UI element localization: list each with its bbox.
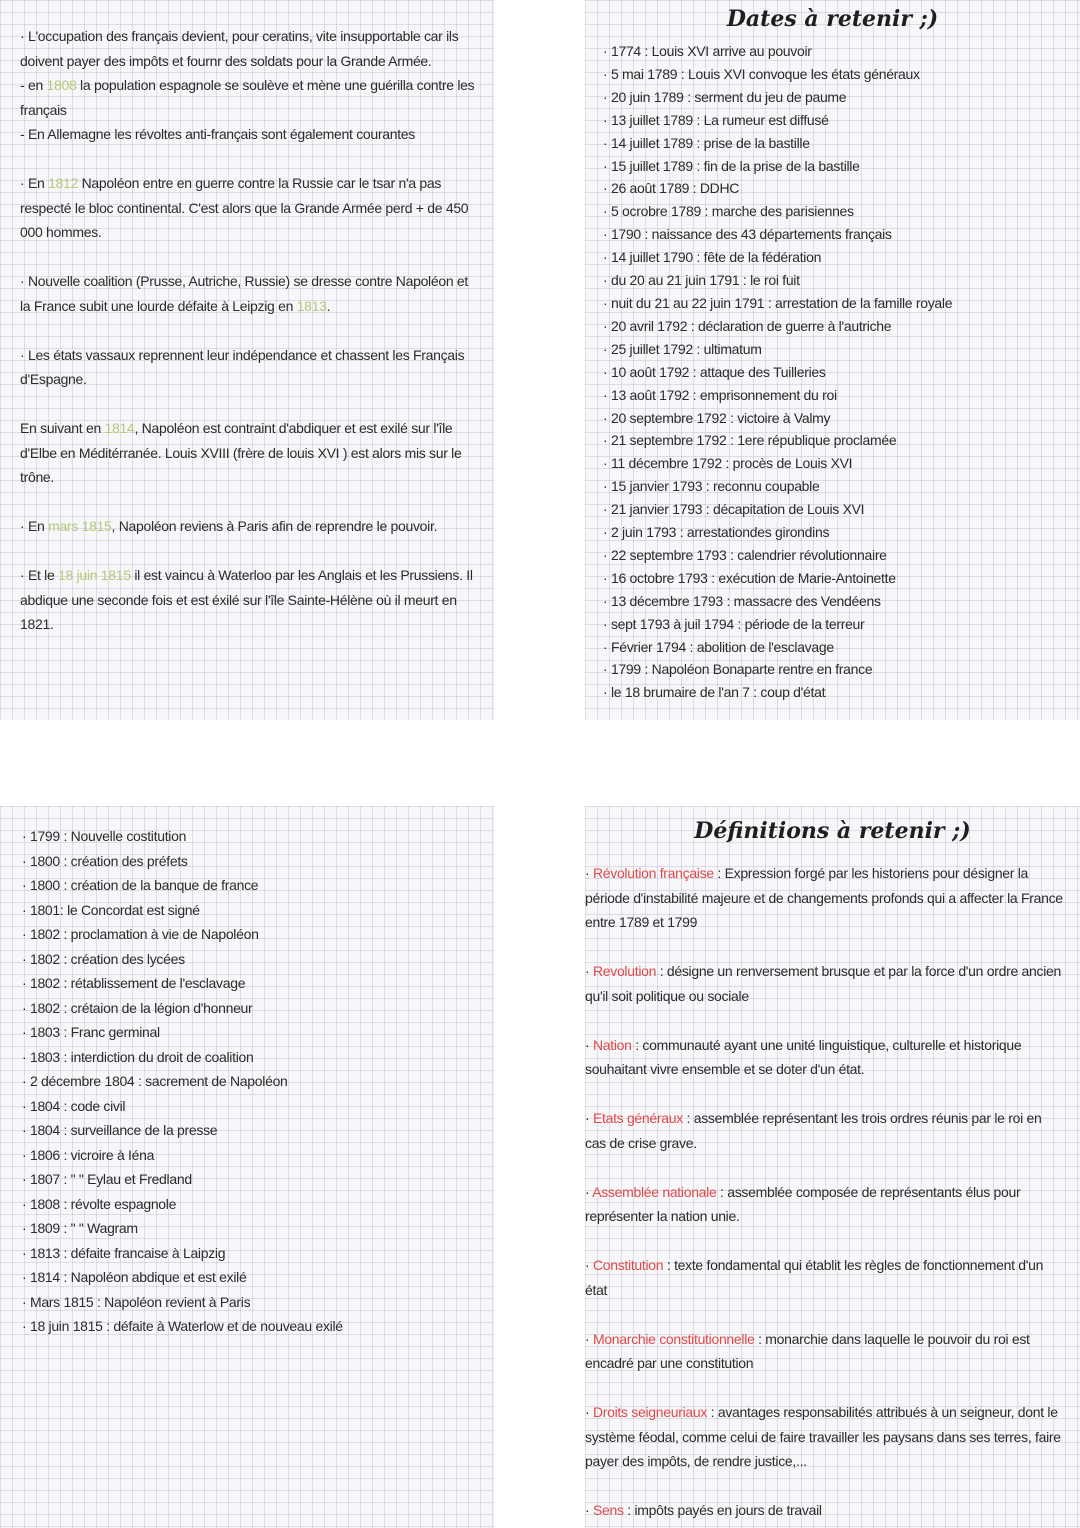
napoleon-notes-text	[20, 24, 480, 637]
date-item: · 1813 : défaite francaise à Laipzig	[22, 1241, 343, 1266]
paragraph	[20, 269, 480, 318]
date-item: · 20 septembre 1792 : victoire à Valmy	[603, 407, 952, 430]
definitions-title: Définitions à retenir ;)	[682, 818, 982, 844]
paragraph-spacer	[20, 245, 480, 270]
text-segment: Napoléon entre en guerre contre la Russie car le tsar n'a pas respecté le bloc continental. C'est alors que la Grande Armée perd + de 450 000 hommes.	[20, 175, 469, 240]
definition-text: : monarchie dans laquelle le pouvoir du roi est encadré par une constitution	[585, 1330, 1030, 1371]
paragraph-spacer	[20, 318, 480, 343]
text-segment: la population espagnole se soulève et mène une guérilla contre les français	[20, 77, 475, 118]
paragraph-spacer	[20, 539, 480, 564]
date-item: · 1800 : création de la banque de france	[22, 873, 343, 898]
date-item: · 1790 : naissance des 43 départements français	[603, 223, 952, 246]
paragraph-spacer	[20, 490, 480, 515]
definition-term: Droits seigneuriaux	[592, 1404, 708, 1420]
definition-text: : Expression forgé par les historiens pour désigner la période d'instabilité majeure et de changements profonds qui a affecter la France entre 1789 et 1799	[585, 865, 1063, 930]
highlighted-date: 1813	[296, 297, 327, 314]
paragraph	[20, 171, 480, 245]
definitions-list	[585, 861, 1065, 1528]
date-item: · 1802 : crétaion de la légion d'honneur	[22, 996, 343, 1021]
text-segment: · En	[20, 175, 49, 191]
text-segment: , Napoléon reviens à Paris afin de reprendre le pouvoir.	[111, 518, 438, 534]
definition-term: Assemblée nationale	[592, 1183, 717, 1200]
date-item: · 1814 : Napoléon abdique et est exilé	[22, 1265, 343, 1290]
date-item: · 1803 : interdiction du droit de coalition	[22, 1045, 343, 1070]
text-segment: .	[326, 297, 331, 314]
definition-text: : assemblée représentant les trois ordres réunis par le roi en cas de crise grave.	[585, 1110, 1042, 1151]
date-item: · 2 décembre 1804 : sacrement de Napoléon	[22, 1069, 343, 1094]
date-item: · nuit du 21 au 22 juin 1791 : arrestation de la famille royale	[603, 292, 952, 315]
definition-text: : texte fondamental qui établit les règles de fonctionnement d'un état	[585, 1257, 1044, 1298]
definition-term: Nation	[592, 1036, 632, 1053]
date-item: · 26 août 1789 : DDHC	[603, 177, 952, 200]
date-item: · le 18 brumaire de l'an 7 : coup d'état	[603, 681, 952, 704]
definition-text: : communauté ayant une unité linguistique, culturelle et historique souhaitant vivre ensemble et se doter d'un état.	[585, 1036, 1022, 1077]
date-item: · 13 août 1792 : emprisonnement du roi	[603, 384, 952, 407]
date-item: · 14 juillet 1789 : prise de la bastille	[603, 132, 952, 155]
highlighted-date: 18 juin 1815	[58, 567, 131, 583]
highlighted-date: 1814	[104, 420, 135, 436]
date-item: · 25 juillet 1792 : ultimatum	[603, 338, 952, 361]
definition-term: Etats généraux	[592, 1110, 683, 1126]
definition-item	[585, 1498, 1065, 1523]
date-item: · 20 juin 1789 : serment du jeu de paume	[603, 86, 952, 109]
definition-text: : désigne un renversement brusque et par la force d'un ordre ancien qu'il soit politique ou sociale	[585, 963, 1061, 1004]
definition-term: Monarchie constitutionnelle	[592, 1330, 755, 1347]
paragraph	[20, 73, 480, 122]
date-item: · 1799 : Napoléon Bonaparte rentre en france	[603, 658, 952, 681]
date-item: · 13 décembre 1793 : massacre des Vendéens	[603, 590, 952, 613]
definition-item	[585, 1106, 1065, 1155]
definition-term: Sens	[592, 1502, 624, 1518]
text-segment: , Napoléon est contraint d'abdiquer et est exilé sur l'île d'Elbe en Méditérranée. Louis XVIII (frère de louis XVI ) est alors mis sur le trône.	[20, 420, 462, 485]
date-item: · 11 décembre 1792 : procès de Louis XVI	[603, 452, 952, 475]
definition-item	[585, 1327, 1065, 1376]
paragraph-spacer	[20, 392, 480, 417]
date-item: · 1802 : création des lycées	[22, 947, 343, 972]
paragraph	[20, 563, 480, 637]
date-item: · 21 septembre 1792 : 1ere république proclamée	[603, 429, 952, 452]
date-item: · Mars 1815 : Napoléon revient à Paris	[22, 1290, 343, 1315]
definition-item	[585, 1253, 1065, 1302]
paragraph	[20, 514, 480, 539]
date-item: · 5 ocrobre 1789 : marche des parisiennes	[603, 200, 952, 223]
highlighted-date: 1808	[46, 77, 77, 93]
text-segment: - En Allemagne les révoltes anti-français sont également courantes	[20, 126, 415, 142]
date-item: · 1807 : " " Eylau et Fredland	[22, 1167, 343, 1192]
date-item: · du 20 au 21 juin 1791 : le roi fuit	[603, 269, 952, 292]
date-item: · 1803 : Franc germinal	[22, 1020, 343, 1045]
date-item: · 1806 : vicroire à Iéna	[22, 1143, 343, 1168]
date-item: · 1808 : révolte espagnole	[22, 1192, 343, 1217]
definition-item	[585, 1180, 1065, 1229]
definition-item	[585, 1033, 1065, 1082]
date-item: · 1799 : Nouvelle costitution	[22, 824, 343, 849]
text-segment: · En	[20, 518, 49, 534]
text-segment: il est vaincu à Waterloo par les Anglais et les Prussiens. Il abdique une seconde fois et est éxilé sur l'île Sainte-Hélène où il meurt en 1821.	[20, 567, 473, 632]
definition-term: Constitution	[592, 1257, 664, 1273]
text-segment: - en	[20, 77, 47, 93]
definition-item	[585, 1400, 1065, 1474]
paragraph	[20, 416, 480, 490]
text-segment: · Les états vassaux reprennent leur indépendance et chassent les Français d'Espagne.	[20, 346, 465, 387]
date-item: · 2 juin 1793 : arrestationdes girondins	[603, 521, 952, 544]
date-item: · 5 mai 1789 : Louis XVI convoque les états généraux	[603, 63, 952, 86]
text-segment: · Et le	[20, 567, 59, 583]
date-item: · 21 janvier 1793 : décapitation de Louis XVI	[603, 498, 952, 521]
date-item: · sept 1793 à juil 1794 : période de la terreur	[603, 613, 952, 636]
empire-dates-list	[22, 824, 343, 1339]
date-item: · 15 juillet 1789 : fin de la prise de la bastille	[603, 155, 952, 178]
highlighted-date: mars 1815	[48, 518, 112, 534]
highlighted-date: 1812	[48, 175, 79, 191]
notes-page-napoleon	[0, 0, 494, 720]
notes-page-definitions	[585, 806, 1080, 1528]
paragraph	[20, 24, 480, 73]
definition-item	[585, 959, 1065, 1008]
date-item: · 13 juillet 1789 : La rumeur est diffusé	[603, 109, 952, 132]
notes-page-dates-empire	[0, 806, 494, 1528]
paragraph-spacer	[20, 147, 480, 172]
definition-term: Revolution	[592, 963, 657, 979]
date-item: · 18 juin 1815 : défaite à Waterlow et de nouveau exilé	[22, 1314, 343, 1339]
definition-text: : impôts payés en jours de travail	[623, 1502, 822, 1518]
date-item: · 1809 : " " Wagram	[22, 1216, 343, 1241]
date-item: · 1774 : Louis XVI arrive au pouvoir	[603, 40, 952, 63]
date-item: · Février 1794 : abolition de l'esclavage	[603, 636, 952, 659]
date-item: · 22 septembre 1793 : calendrier révolutionnaire	[603, 544, 952, 567]
date-item: · 1802 : proclamation à vie de Napoléon	[22, 922, 343, 947]
date-item: · 16 octobre 1793 : exécution de Marie-Antoinette	[603, 567, 952, 590]
date-item: · 1802 : rétablissement de l'esclavage	[22, 971, 343, 996]
text-segment: · Nouvelle coalition (Prusse, Autriche, Russie) se dresse contre Napoléon et la France subit une lourde défaite à Leipzig en	[20, 273, 468, 314]
date-item: · 10 août 1792 : attaque des Tuilleries	[603, 361, 952, 384]
date-item: · 1800 : création des préfets	[22, 849, 343, 874]
definition-text: : assemblée composée de représentants élus pour représenter la nation unie.	[585, 1183, 1021, 1224]
date-item: · 1804 : surveillance de la presse	[22, 1118, 343, 1143]
dates-title: Dates à retenir ;)	[715, 6, 950, 32]
date-item: · 20 avril 1792 : déclaration de guerre à l'autriche	[603, 315, 952, 338]
date-item: · 15 janvier 1793 : reconnu coupable	[603, 475, 952, 498]
paragraph	[20, 343, 480, 392]
date-item: · 14 juillet 1790 : fête de la fédération	[603, 246, 952, 269]
notes-page-dates-revolution	[585, 0, 1080, 720]
definition-text: : avantages responsabilités attribués à un seigneur, dont le système féodal, comme celui de faire travailler les paysans dans ses terres, faire payer des impôts, de rendre justice,...	[585, 1404, 1061, 1469]
revolution-dates-list	[603, 40, 952, 704]
text-segment: En suivant en	[20, 420, 105, 436]
text-segment: · L'occupation des français devient, pour ceratins, vite insupportable car ils doivent payer des impôts et fournr des soldats pour la Grande Armée.	[20, 28, 459, 69]
definition-term: Révolution française	[592, 865, 714, 881]
date-item: · 1801: le Concordat est signé	[22, 898, 343, 923]
date-item: · 1804 : code civil	[22, 1094, 343, 1119]
paragraph	[20, 122, 480, 147]
definition-item	[585, 861, 1065, 935]
